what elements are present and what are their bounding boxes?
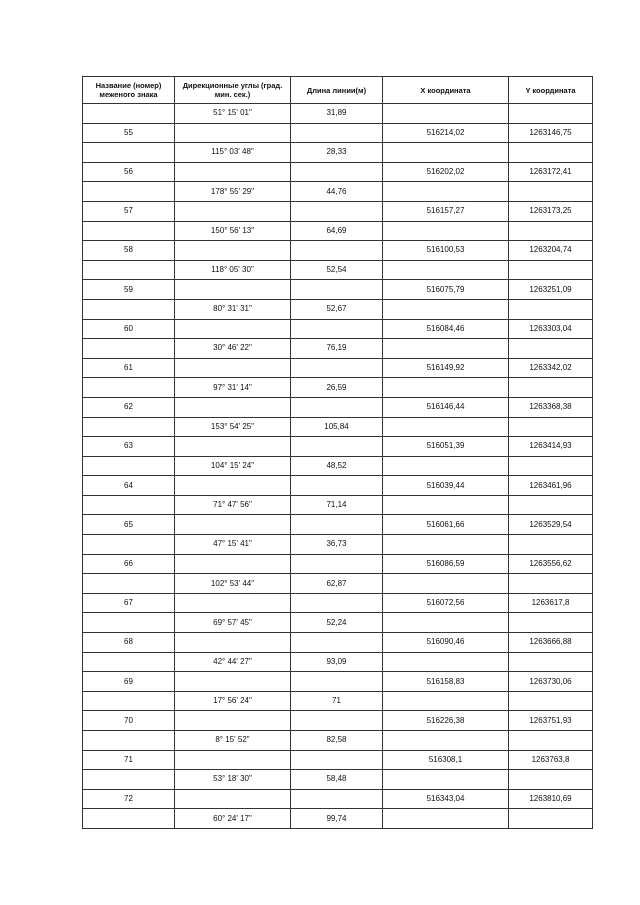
x-coordinate-cell: 516090,46 [383,633,509,653]
line-length-cell: 62,87 [291,574,383,594]
point-name-cell [83,456,175,476]
x-coordinate-cell: 516084,46 [383,319,509,339]
x-coordinate-cell: 516072,56 [383,593,509,613]
point-name-cell: 59 [83,280,175,300]
direction-angle-cell [175,280,291,300]
table-row-segment [83,221,593,241]
y-coordinate-cell [509,574,593,594]
direction-angle-cell: 69° 57' 45" [175,613,291,633]
table-row-point [83,162,593,182]
direction-angle-cell [175,672,291,692]
line-length-cell: 31,89 [291,104,383,124]
direction-angle-cell [175,593,291,613]
line-length-cell: 52,24 [291,613,383,633]
table-row-point [83,554,593,574]
line-length-cell: 64,69 [291,221,383,241]
line-length-cell [291,750,383,770]
header-x-coordinate: X координата [383,77,509,104]
x-coordinate-cell: 516051,39 [383,437,509,457]
table-row-segment [83,104,593,124]
y-coordinate-cell [509,417,593,437]
direction-angle-cell [175,358,291,378]
y-coordinate-cell: 1263763,8 [509,750,593,770]
y-coordinate-cell: 1263368,38 [509,397,593,417]
x-coordinate-cell [383,770,509,790]
table-row-point [83,397,593,417]
y-coordinate-cell [509,182,593,202]
line-length-cell [291,593,383,613]
y-coordinate-cell [509,691,593,711]
table-row-segment [83,770,593,790]
line-length-cell [291,711,383,731]
direction-angle-cell: 150° 56' 13" [175,221,291,241]
point-name-cell [83,339,175,359]
x-coordinate-cell [383,339,509,359]
header-point-name: Название (номер) меженого знака [83,77,175,104]
line-length-cell [291,162,383,182]
direction-angle-cell: 80° 31' 31" [175,299,291,319]
table-row-point [83,123,593,143]
line-length-cell: 82,58 [291,731,383,751]
line-length-cell: 58,48 [291,770,383,790]
point-name-cell: 57 [83,201,175,221]
x-coordinate-cell: 516146,44 [383,397,509,417]
direction-angle-cell: 47° 15' 41" [175,535,291,555]
point-name-cell: 64 [83,476,175,496]
point-name-cell [83,652,175,672]
line-length-cell [291,397,383,417]
table-row-point [83,515,593,535]
direction-angle-cell [175,437,291,457]
x-coordinate-cell [383,299,509,319]
point-name-cell [83,574,175,594]
point-name-cell: 71 [83,750,175,770]
point-name-cell [83,691,175,711]
line-length-cell: 71 [291,691,383,711]
point-name-cell [83,535,175,555]
point-name-cell: 70 [83,711,175,731]
x-coordinate-cell [383,378,509,398]
direction-angle-cell [175,711,291,731]
x-coordinate-cell [383,417,509,437]
direction-angle-cell [175,476,291,496]
line-length-cell [291,554,383,574]
table-row-segment [83,691,593,711]
table-row-segment [83,535,593,555]
point-name-cell: 66 [83,554,175,574]
x-coordinate-cell: 516343,04 [383,789,509,809]
direction-angle-cell [175,162,291,182]
y-coordinate-cell: 1263556,62 [509,554,593,574]
table-row-point [83,201,593,221]
boundary-coordinates-table [82,76,593,829]
point-name-cell [83,182,175,202]
y-coordinate-cell [509,613,593,633]
point-name-cell: 56 [83,162,175,182]
y-coordinate-cell [509,652,593,672]
line-length-cell [291,201,383,221]
line-length-cell [291,319,383,339]
table-row-segment [83,731,593,751]
point-name-cell: 60 [83,319,175,339]
x-coordinate-cell: 516086,59 [383,554,509,574]
table-row-segment [83,809,593,829]
point-name-cell: 61 [83,358,175,378]
point-name-cell: 55 [83,123,175,143]
line-length-cell: 52,54 [291,260,383,280]
table-row-point [83,789,593,809]
header-direction-angle: Дирекционные углы (град. мин. сек.) [175,77,291,104]
x-coordinate-cell: 516100,53 [383,241,509,261]
table-row-segment [83,495,593,515]
point-name-cell: 63 [83,437,175,457]
x-coordinate-cell [383,221,509,241]
point-name-cell: 62 [83,397,175,417]
table-row-segment [83,339,593,359]
table-header-row [83,77,593,104]
x-coordinate-cell [383,104,509,124]
table-row-point [83,593,593,613]
x-coordinate-cell: 516226,38 [383,711,509,731]
y-coordinate-cell: 1263146,75 [509,123,593,143]
line-length-cell [291,515,383,535]
x-coordinate-cell: 516158,83 [383,672,509,692]
y-coordinate-cell [509,456,593,476]
point-name-cell: 72 [83,789,175,809]
y-coordinate-cell [509,260,593,280]
table-row-point [83,280,593,300]
y-coordinate-cell: 1263617,8 [509,593,593,613]
line-length-cell: 28,33 [291,143,383,163]
table-row-segment [83,456,593,476]
line-length-cell [291,241,383,261]
x-coordinate-cell: 516308,1 [383,750,509,770]
direction-angle-cell: 115° 03' 48" [175,143,291,163]
y-coordinate-cell [509,299,593,319]
direction-angle-cell [175,750,291,770]
direction-angle-cell: 153° 54' 25" [175,417,291,437]
line-length-cell: 36,73 [291,535,383,555]
point-name-cell: 68 [83,633,175,653]
x-coordinate-cell [383,535,509,555]
y-coordinate-cell: 1263751,93 [509,711,593,731]
direction-angle-cell: 51° 15' 01" [175,104,291,124]
line-length-cell: 26,59 [291,378,383,398]
table-row-point [83,358,593,378]
y-coordinate-cell: 1263173,25 [509,201,593,221]
x-coordinate-cell [383,260,509,280]
point-name-cell [83,221,175,241]
direction-angle-cell [175,319,291,339]
line-length-cell [291,633,383,653]
direction-angle-cell: 60° 24' 17" [175,809,291,829]
x-coordinate-cell [383,691,509,711]
line-length-cell: 71,14 [291,495,383,515]
direction-angle-cell [175,554,291,574]
x-coordinate-cell: 516157,27 [383,201,509,221]
point-name-cell [83,731,175,751]
line-length-cell [291,437,383,457]
x-coordinate-cell [383,652,509,672]
table-row-segment [83,613,593,633]
x-coordinate-cell [383,456,509,476]
table-row-segment [83,182,593,202]
line-length-cell: 52,67 [291,299,383,319]
direction-angle-cell: 118° 05' 30" [175,260,291,280]
table-row-point [83,241,593,261]
table-row-point [83,633,593,653]
x-coordinate-cell [383,731,509,751]
x-coordinate-cell: 516214,02 [383,123,509,143]
line-length-cell: 48,52 [291,456,383,476]
y-coordinate-cell [509,495,593,515]
y-coordinate-cell: 1263461,96 [509,476,593,496]
direction-angle-cell: 102° 53' 44" [175,574,291,594]
point-name-cell [83,770,175,790]
direction-angle-cell: 178° 55' 29" [175,182,291,202]
table-row-segment [83,143,593,163]
direction-angle-cell: 104° 15' 24" [175,456,291,476]
direction-angle-cell [175,515,291,535]
direction-angle-cell: 30° 46' 22" [175,339,291,359]
table-row-point [83,672,593,692]
point-name-cell [83,299,175,319]
point-name-cell: 69 [83,672,175,692]
point-name-cell [83,143,175,163]
y-coordinate-cell [509,339,593,359]
point-name-cell [83,260,175,280]
point-name-cell: 58 [83,241,175,261]
table-row-point [83,319,593,339]
direction-angle-cell: 8° 15' 52" [175,731,291,751]
y-coordinate-cell: 1263251,09 [509,280,593,300]
table-row-segment [83,299,593,319]
line-length-cell [291,358,383,378]
x-coordinate-cell [383,495,509,515]
x-coordinate-cell [383,613,509,633]
direction-angle-cell [175,123,291,143]
y-coordinate-cell: 1263204,74 [509,241,593,261]
line-length-cell [291,789,383,809]
point-name-cell [83,104,175,124]
direction-angle-cell [175,633,291,653]
y-coordinate-cell: 1263414,93 [509,437,593,457]
table-row-point [83,476,593,496]
y-coordinate-cell [509,809,593,829]
point-name-cell [83,378,175,398]
line-length-cell [291,280,383,300]
x-coordinate-cell: 516039,44 [383,476,509,496]
y-coordinate-cell [509,770,593,790]
point-name-cell: 65 [83,515,175,535]
x-coordinate-cell [383,574,509,594]
y-coordinate-cell [509,143,593,163]
y-coordinate-cell [509,378,593,398]
x-coordinate-cell [383,182,509,202]
line-length-cell: 105,84 [291,417,383,437]
y-coordinate-cell: 1263730,06 [509,672,593,692]
point-name-cell [83,417,175,437]
y-coordinate-cell: 1263172,41 [509,162,593,182]
table-row-segment [83,652,593,672]
line-length-cell: 44,76 [291,182,383,202]
y-coordinate-cell: 1263342,02 [509,358,593,378]
y-coordinate-cell [509,221,593,241]
point-name-cell [83,613,175,633]
x-coordinate-cell: 516149,92 [383,358,509,378]
line-length-cell [291,476,383,496]
direction-angle-cell: 17° 56' 24" [175,691,291,711]
direction-angle-cell: 97° 31' 14" [175,378,291,398]
x-coordinate-cell: 516202,02 [383,162,509,182]
table-row-segment [83,574,593,594]
direction-angle-cell: 53° 18' 30" [175,770,291,790]
header-line-length: Длина линии(м) [291,77,383,104]
line-length-cell: 99,74 [291,809,383,829]
direction-angle-cell: 71° 47' 56" [175,495,291,515]
x-coordinate-cell: 516075,79 [383,280,509,300]
table-row-segment [83,417,593,437]
line-length-cell: 93,09 [291,652,383,672]
direction-angle-cell [175,201,291,221]
table-row-point [83,711,593,731]
line-length-cell [291,672,383,692]
point-name-cell: 67 [83,593,175,613]
point-name-cell [83,809,175,829]
line-length-cell [291,123,383,143]
direction-angle-cell: 42° 44' 27" [175,652,291,672]
y-coordinate-cell [509,731,593,751]
table-row-segment [83,260,593,280]
x-coordinate-cell [383,143,509,163]
direction-angle-cell [175,397,291,417]
point-name-cell [83,495,175,515]
direction-angle-cell [175,241,291,261]
header-y-coordinate: Y координата [509,77,593,104]
table-body [83,104,593,829]
y-coordinate-cell: 1263666,88 [509,633,593,653]
line-length-cell: 76,19 [291,339,383,359]
x-coordinate-cell [383,809,509,829]
y-coordinate-cell [509,535,593,555]
table-row-point [83,750,593,770]
table-row-point [83,437,593,457]
y-coordinate-cell [509,104,593,124]
table-row-segment [83,378,593,398]
y-coordinate-cell: 1263529,54 [509,515,593,535]
direction-angle-cell [175,789,291,809]
y-coordinate-cell: 1263303,04 [509,319,593,339]
x-coordinate-cell: 516061,66 [383,515,509,535]
y-coordinate-cell: 1263810,69 [509,789,593,809]
